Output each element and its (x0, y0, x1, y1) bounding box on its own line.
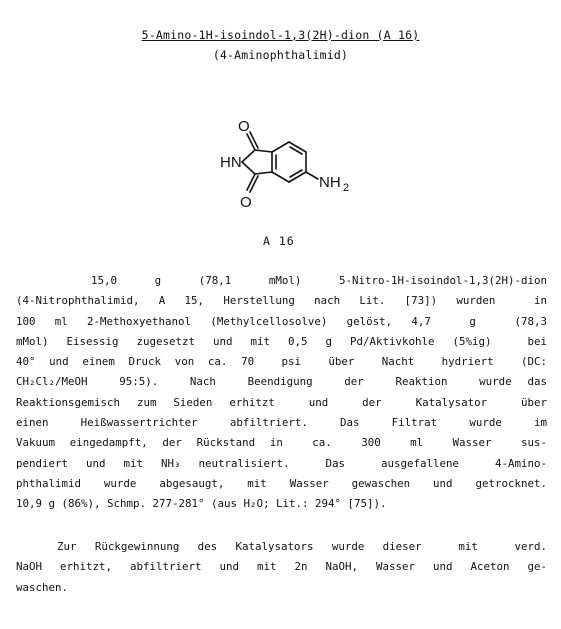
document-title: 5-Amino-1H-isoindol-1,3(2H)-dion (A 16) (141, 28, 420, 42)
bond (272, 142, 289, 152)
text-line: einen Heißwassertrichter abfiltriert. Das Filtrat wurde im (16, 416, 547, 430)
text-line: Vakuum eingedampft, der Rückstand in ca. 300 ml Wasser sus- (16, 436, 547, 450)
text-line: CH₂Cl₂/MeOH 95:5). Nach Beendigung der Reaktion wurde das (16, 375, 547, 389)
bond (247, 174, 255, 190)
compound-label: A 16 (263, 234, 295, 248)
text-line: Reaktionsgemisch zum Sieden erhitzt und der Katalysator über (16, 395, 547, 409)
bond (250, 176, 258, 192)
text-line: mMol) Eisessig zugesetzt und mit 0,5 g Pd/Aktivkohle (5%ig) bei (16, 334, 547, 348)
bond (247, 134, 255, 150)
atom-nh2-subscript: 2 (343, 182, 350, 194)
atom-hn: HN (220, 154, 242, 171)
text-line: Zur Rückgewinnung des Katalysators wurde dieser mit verd. (57, 540, 547, 553)
text-line: 100 ml 2-Methoxyethanol (Methylcellosolve) gelöst, 4,7 g (78,3 (16, 314, 547, 328)
paragraph-catalyst-recovery (16, 537, 547, 598)
atom-nh2: NH (319, 174, 341, 191)
paragraph-procedure (16, 271, 547, 515)
bond (255, 150, 272, 152)
bond (272, 172, 289, 182)
document-subtitle: (4-Aminophthalimid) (212, 48, 349, 62)
bond (255, 172, 272, 174)
atom-o-bottom: O (240, 194, 252, 211)
atom-o-top: O (238, 118, 250, 135)
text-line: NaOH erhitzt, abfiltriert und mit 2n NaOH, Wasser und Aceton ge- (16, 560, 547, 574)
bond (250, 132, 258, 148)
bond (306, 172, 318, 179)
text-line: 40° und einem Druck von ca. 70 psi über Nacht hydriert (DC: (16, 355, 547, 369)
bond (242, 150, 255, 162)
text-line: 15,0 g (78,1 mMol) 5-Nitro-1H-isoindol-1,3(2H)-dion (91, 274, 547, 287)
text-line: phthalimid wurde abgesaugt, mit Wasser gewaschen und getrocknet. (16, 476, 547, 490)
text-line: waschen. (16, 580, 69, 594)
chemical-structure-diagram (212, 112, 362, 212)
text-line: (4-Nitrophthalimid, A 15, Herstellung nach Lit. [73]) wurden in (16, 294, 547, 308)
text-line: pendiert und mit NH₃ neutralisiert. Das ausgefallene 4-Amino- (16, 456, 547, 470)
text-line: 10,9 g (86%), Schmp. 277-281° (aus H₂O; Lit.: 294° [75]). (16, 497, 387, 511)
bond (242, 162, 255, 174)
